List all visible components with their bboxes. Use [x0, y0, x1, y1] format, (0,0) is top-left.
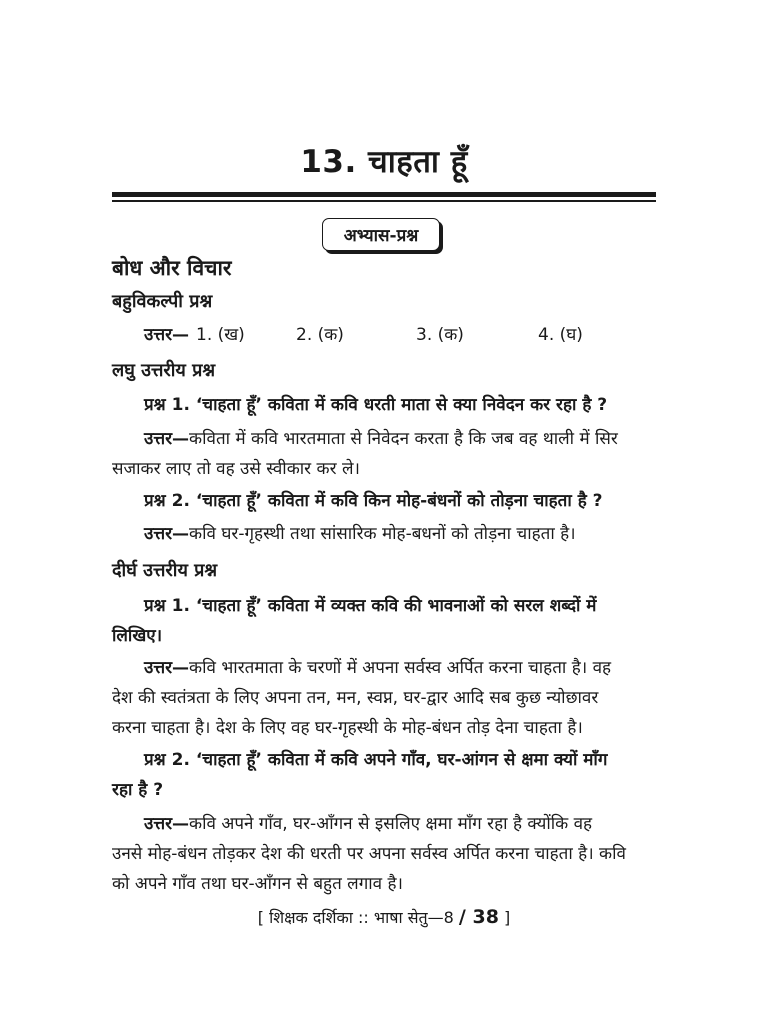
- answer-text: कवि भारतमाता के चरणों में अपना सर्वस्व अर्पित करना चाहता है। वह: [189, 658, 612, 678]
- mcq-answer-1: 1. (ख): [196, 325, 245, 345]
- answer-text: कवि अपने गाँव, घर-आँगन से इसलिए क्षमा माँग रहा है क्योंकि वह: [189, 814, 593, 834]
- answer-text: कवि घर-गृहस्थी तथा सांसारिक मोह-बधनों को तोड़ना चाहता है।: [189, 524, 576, 544]
- mcq-answer-2: 2. (क): [296, 325, 344, 345]
- long-answer-heading: दीर्घ उत्तरीय प्रश्न: [112, 560, 218, 581]
- short-answer-1: [112, 426, 660, 449]
- long-answer-1: [112, 655, 660, 678]
- short-answer-1-cont: सजाकर लाए तो वह उसे स्वीकार कर ले।: [112, 459, 360, 479]
- mcq-answer-3: 3. (क): [416, 325, 464, 345]
- long-answer-1-cont: करना चाहता है। देश के लिए वह घर-गृहस्थी के मोह-बंधन तोड़ देना चाहता है।: [112, 718, 583, 738]
- long-answer-2-cont: उनसे मोह-बंधन तोड़कर देश की धरती पर अपना सर्वस्व अर्पित करना चाहता है। कवि: [112, 844, 626, 864]
- long-question-1-cont: लिखिए।: [112, 626, 163, 646]
- page-footer: [0, 906, 768, 928]
- footer-close: ]: [504, 908, 511, 927]
- short-answer-heading: लघु उत्तरीय प्रश्न: [112, 360, 216, 381]
- long-question-1: प्रश्न 1. ‘चाहता हूँ’ कविता में व्यक्त कवि की भावनाओं को सरल शब्दों में: [144, 596, 597, 616]
- chapter-title: 13. चाहता हूँ: [300, 144, 468, 180]
- long-question-2-cont: रहा है ?: [112, 780, 164, 800]
- answer-label: उत्तर—: [144, 658, 190, 678]
- mcq-heading: बहुविकल्पी प्रश्न: [112, 291, 213, 312]
- short-answer-2: [112, 521, 660, 544]
- long-answer-2-cont: को अपने गाँव तथा घर-आँगन से बहुत लगाव है।: [112, 874, 404, 894]
- section-heading: बोध और विचार: [112, 256, 232, 280]
- page-number: / 38: [458, 906, 499, 928]
- answer-label: उत्तर—: [144, 524, 190, 544]
- long-answer-2: [112, 811, 660, 834]
- mcq-answer-label: उत्तर—: [144, 325, 190, 345]
- exercise-badge: अभ्यास-प्रश्न: [322, 218, 440, 251]
- long-answer-1-cont: देश की स्वतंत्रता के लिए अपना तन, मन, स्वप्न, घर-द्वार आदि सब कुछ न्योछावर: [112, 688, 599, 708]
- answer-label: उत्तर—: [144, 429, 190, 449]
- answer-text: कविता में कवि भारतमाता से निवेदन करता है कि जब वह थाली में सिर: [189, 429, 618, 449]
- short-question-1: प्रश्न 1. ‘चाहता हूँ’ कविता में कवि धरती माता से क्या निवेदन कर रहा है ?: [144, 395, 608, 415]
- footer-text: [ शिक्षक दर्शिका :: भाषा सेतु—8: [257, 908, 454, 927]
- mcq-answers: [144, 322, 660, 348]
- title-rule-thin: [112, 200, 656, 202]
- long-question-2: प्रश्न 2. ‘चाहता हूँ’ कविता में कवि अपने गाँव, घर-आंगन से क्षमा क्यों माँग: [144, 750, 608, 770]
- answer-label: उत्तर—: [144, 814, 190, 834]
- mcq-answer-4: 4. (घ): [538, 325, 583, 345]
- short-question-2: प्रश्न 2. ‘चाहता हूँ’ कविता में कवि किन मोह-बंधनों को तोड़ना चाहता है ?: [144, 491, 603, 511]
- title-rule-thick: [112, 192, 656, 197]
